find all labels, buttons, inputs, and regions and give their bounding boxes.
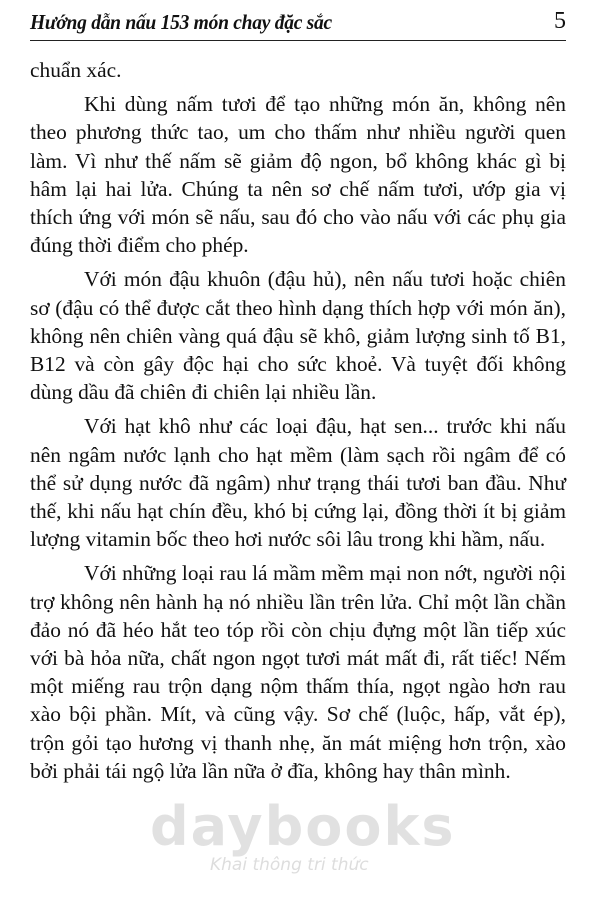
paragraph-tofu: Với món đậu khuôn (đậu hủ), nên nấu tươi hoặc chiên sơ (đậu có thể được cắt theo hình dạng thích hợp với món ăn), không nên chiên vàng quá đậu sẽ khô, giảm lượng sinh tố B1, B12 và còn gây độc hại cho sức khoẻ. Và tuyệt đối không dùng dầu đã chiên đi chiên lại nhiều lần. — [30, 267, 566, 405]
page-header — [30, 6, 566, 41]
watermark-logo-text: daybooks — [150, 795, 456, 858]
watermark-tagline: Khai thông tri thức — [210, 855, 369, 875]
page-number: 5 — [554, 8, 566, 34]
paragraph-continuation: chuẩn xác. — [30, 58, 122, 82]
paragraph-leafy-greens: Với những loại rau lá mầm mềm mại non nớt, người nội trợ không nên hành hạ nó nhiều lần trên lửa. Chỉ một lần chần đảo nó đã héo hắt teo tóp rồi còn chịu đựng một lần tiếp xúc với bà hỏa nữa, chất ngon ngọt tươi mát mất đi, rất tiếc! Nếm một miếng rau trộn dạng nộm thấm thía, ngọt ngào hơn rau xào bội phần. Mít, và cũng vậy. Sơ chế (luộc, hấp, vắt ép), trộn gỏi tạo hương vị thanh nhẹ, ăn mát miệng hơn trộn, xào bởi phải tái ngộ lửa lần nữa ở đĩa, không hay thân mình. — [30, 561, 566, 783]
paragraph-dry-beans: Với hạt khô như các loại đậu, hạt sen... trước khi nấu nên ngâm nước lạnh cho hạt mềm (làm sạch rồi ngâm để có thể sử dụng nước đã ngâm) như trạng thái tươi ban đầu. Như thế, khi nấu hạt chín đều, khó bị cứng lại, đồng thời ít bị giảm lượng vitamin bốc theo hơi nước sôi lâu trong khi hầm, nấu. — [30, 414, 566, 552]
watermark — [150, 795, 480, 895]
running-title: Hướng dẫn nấu 153 món chay đặc sắc — [30, 10, 332, 34]
paragraph-mushrooms: Khi dùng nấm tươi để tạo những món ăn, không nên theo phương thức tao, um cho thấm như nhiều người quen làm. Vì như thế nấm sẽ giảm độ ngon, bổ không khác gì bị hâm lại hai lửa. Chúng ta nên sơ chế nấm tươi, ướp gia vị thích ứng với món sẽ nấu, sau đó cho vào nấu với các phụ gia đúng thời điểm cho phép. — [30, 92, 566, 258]
body-text — [30, 56, 566, 791]
